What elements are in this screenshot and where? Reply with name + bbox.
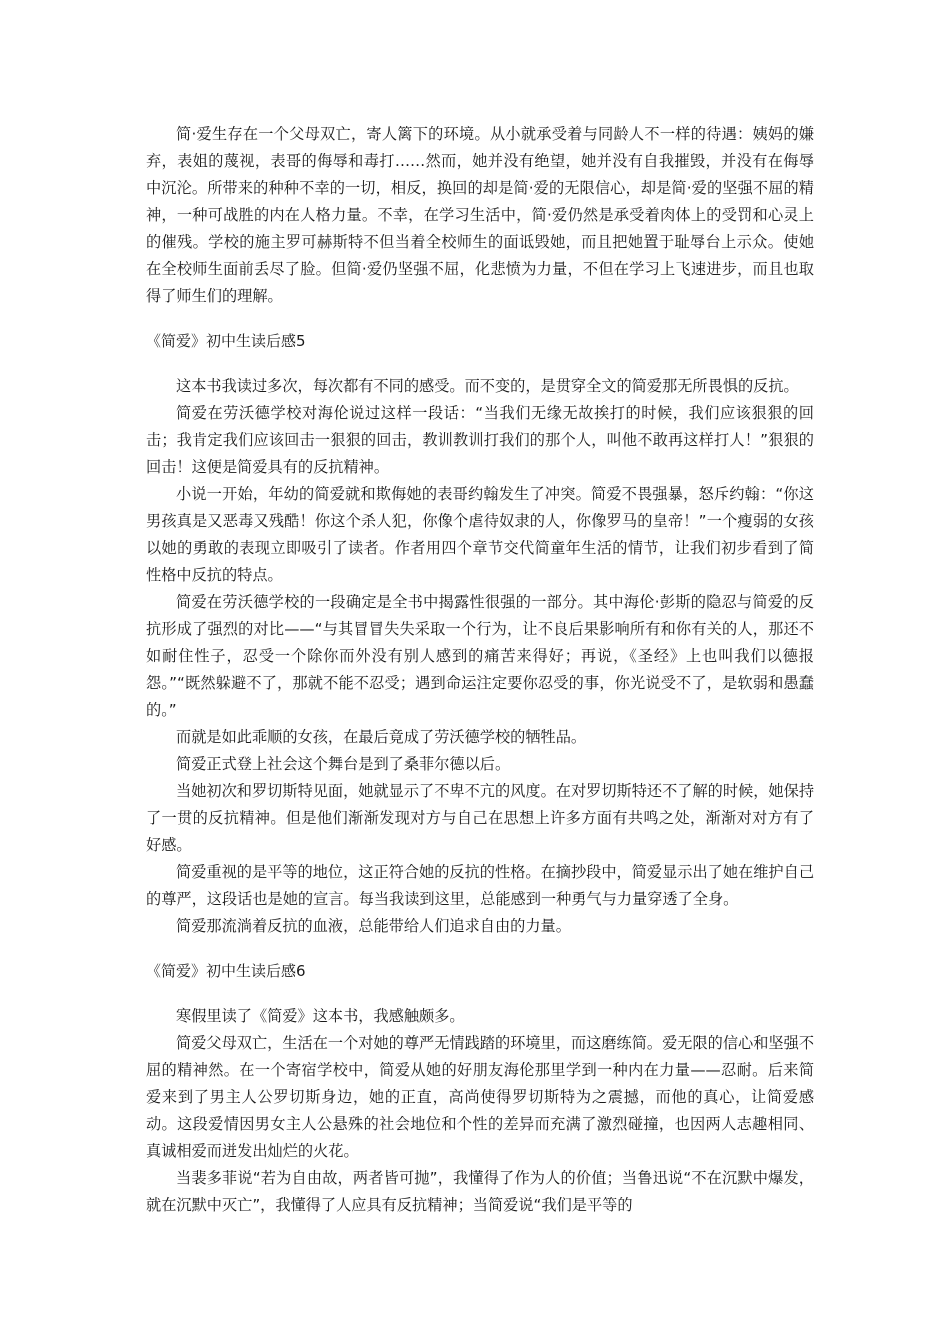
body-paragraph: 简爱那流淌着反抗的血液，总能带给人们追求自由的力量。 [176, 917, 571, 935]
body-paragraph: 当她初次和罗切斯特见面，她就显示了不卑不亢的风度。在对罗切斯特还不了解的时候，她保持了一贯的反抗精神。但是他们渐渐发现对方与自己在思想上许多方面有共鸣之处，渐渐对对方有了好感。 [146, 782, 814, 854]
body-paragraph: 简爱正式登上社会这个舞台是到了桑菲尔德以后。 [176, 755, 511, 773]
body-paragraph: 小说一开始，年幼的简爱就和欺侮她的表哥约翰发生了冲突。简爱不畏强暴，怒斥约翰：“你这男孩真是又恶毒又残酷！你这个杀人犯，你像个虐待奴隶的人，你像罗马的皇帝！”一个瘦弱的女孩以她的勇敢的表现立即吸引了读者。作者用四个章节交代简童年生活的情节，让我们初步看到了简性格中反抗的特点。 [146, 485, 814, 584]
section-heading: 《简爱》初中生读后感5 [146, 332, 306, 350]
body-paragraph: 而就是如此乖顺的女孩，在最后竟成了劳沃德学校的牺牲品。 [176, 728, 587, 746]
document-body [146, 121, 814, 1219]
body-paragraph: 简爱在劳沃德学校对海伦说过这样一段话：“当我们无缘无故挨打的时候，我们应该狠狠的回击；我肯定我们应该回击一狠狠的回击，教训教训打我们的那个人，叫他不敢再这样打人！”狠狠的回击！这便是简爱具有的反抗精神。 [146, 404, 814, 476]
section-heading: 《简爱》初中生读后感6 [146, 962, 306, 980]
body-paragraph: 当裴多菲说“若为自由故，两者皆可抛”，我懂得了作为人的价值；当鲁迅说“不在沉默中爆发，就在沉默中灭亡”，我懂得了人应具有反抗精神；当简爱说“我们是平等的 [146, 1169, 814, 1214]
body-paragraph: 寒假里读了《简爱》这本书，我感触颇多。 [176, 1007, 465, 1025]
body-paragraph: 简爱重视的是平等的地位，这正符合她的反抗的性格。在摘抄段中，简爱显示出了她在维护自己的尊严，这段话也是她的宣言。每当我读到这里，总能感到一种勇气与力量穿透了全身。 [146, 863, 814, 908]
body-paragraph: 这本书我读过多次，每次都有不同的感受。而不变的，是贯穿全文的简爱那无所畏惧的反抗。 [176, 377, 799, 395]
body-paragraph: 简·爱生存在一个父母双亡，寄人篱下的环境。从小就承受着与同龄人不一样的待遇：姨妈的嫌弃，表姐的蔑视，表哥的侮辱和毒打……然而，她并没有绝望，她并没有自我摧毁，并没有在侮辱中沉沦。所带来的种种不幸的一切，相反，换回的却是简·爱的无限信心，却是简·爱的坚强不屈的精神，一种可战胜的内在人格力量。不幸，在学习生活中，简·爱仍然是承受着肉体上的受罚和心灵上的催残。学校的施主罗可赫斯特不但当着全校师生的面诋毁她，而且把她置于耻辱台上示众。使她在全校师生面前丢尽了脸。但简·爱仍坚强不屈，化悲愤为力量，不但在学习上飞速进步，而且也取得了师生们的理解。 [146, 125, 814, 305]
body-paragraph: 简爱父母双亡，生活在一个对她的尊严无情践踏的环境里，而这磨练简。爱无限的信心和坚强不屈的精神然。在一个寄宿学校中，简爱从她的好朋友海伦那里学到一种内在力量——忍耐。后来简爱来到了男主人公罗切斯身边，她的正直，高尚使得罗切斯特为之震撼，而他的真心，让简爱感动。这段爱情因男女主人公悬殊的社会地位和个性的差异而充满了激烈碰撞，也因两人志趣相同、真诚相爱而迸发出灿烂的火花。 [146, 1034, 814, 1160]
body-paragraph: 简爱在劳沃德学校的一段确定是全书中揭露性很强的一部分。其中海伦·彭斯的隐忍与简爱的反抗形成了强烈的对比——“与其冒冒失失采取一个行为，让不良后果影响所有和你有关的人，那还不如耐住性子，忍受一个除你而外没有别人感到的痛苦来得好；再说，《圣经》上也叫我们以德报怨。”“既然躲避不了，那就不能不忍受；遇到命运注定要你忍受的事，你光说受不了，是软弱和愚蠢的。” [146, 593, 814, 719]
